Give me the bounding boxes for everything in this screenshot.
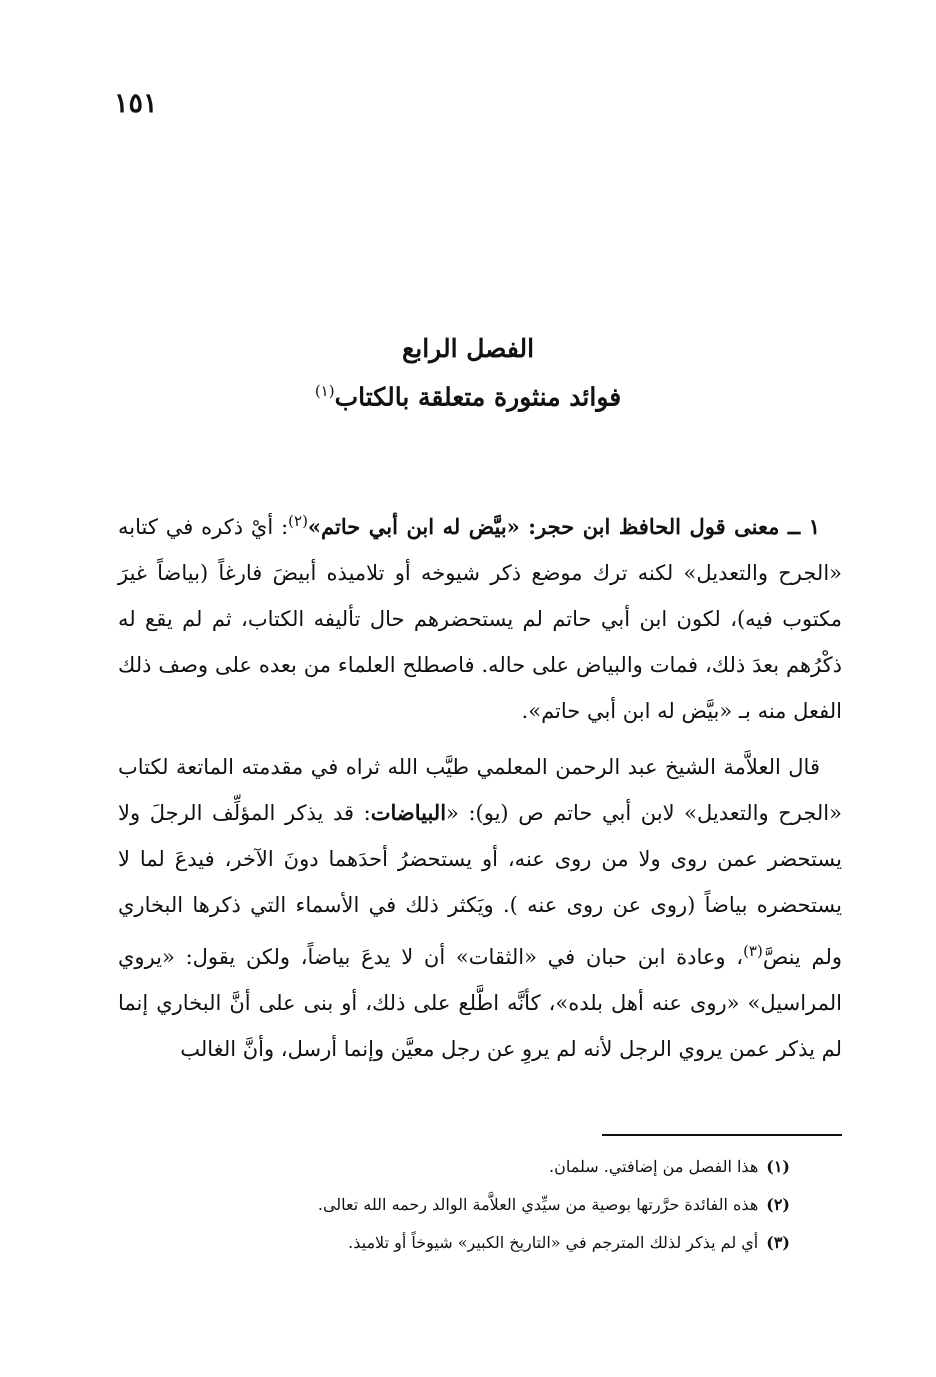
footnote <box>118 1186 790 1224</box>
footnotes <box>118 1148 790 1262</box>
chapter-subtitle <box>0 382 936 411</box>
quote-term: البياضات <box>370 800 447 825</box>
footnote-ref: (٣) <box>743 942 763 960</box>
footnote-text: هذه الفائدة حرَّرتها بوصية من سيِّدي العلاَّمة الوالد رحمه الله تعالى. <box>317 1195 759 1214</box>
quote-text-1: : قد يذكر المؤلِّف الرجلَ ولا يستحضر عمن روى ولا من روى عنه، أو يستحضرُ أحدَهما دونَ الآخر، فيدعَ لما لا يستحضره بياضاً (روى عن روى عنه ). ويَكثر ذلك في الأسماء التي ذكرها البخاري ولم ينصَّ <box>118 801 842 969</box>
footnote-ref: (١) <box>314 382 335 400</box>
chapter-subtitle-text: فوائد منثورة متعلقة بالكتاب <box>334 382 622 412</box>
chapter-title: الفصل الرابع <box>401 334 535 363</box>
footnote-divider <box>602 1134 842 1136</box>
footnote <box>118 1224 790 1262</box>
footnote-ref: (٢) <box>288 512 308 530</box>
quote-text-2: ، وعادة ابن حبان في «الثقات» أن لا يدعَ بياضاً، ولكن يقول: «يروي المراسيل» «روى عنه أهل بلده»، كأنَّه اطَّلع على ذلك، أو بنى على أنَّ البخاري إنما لم يذكر عمن يروي الرجل لأنه لم يروِ عن رجل معيَّن وإنما أرسل، وأنَّ الغالب <box>118 945 842 1061</box>
section-paragraph <box>118 498 842 734</box>
footnote-text: هذا الفصل من إضافتي. سلمان. <box>549 1157 759 1176</box>
footnote <box>118 1148 790 1186</box>
footnote-number: (٢) <box>766 1195 790 1214</box>
section-text: : أيْ ذكره في كتابه «الجرح والتعديل» لكنه ترك موضع ذكر شيوخه أو تلاميذه أبيضَ فارغاً (بياضاً غيرَ مكتوب فيه)، لكون ابن أبي حاتم لم يستحضرهم حال تأليفه الكتاب، ثم لم يقع له ذكْرُهم بعدَ ذلك، فمات والبياض على حاله. فاصطلح العلماء من بعده على وصف ذلك الفعل منه بـ «بيَّض له ابن أبي حاتم». <box>118 515 842 723</box>
footnote-text: أي لم يذكر لذلك المترجم في «التاريخ الكبير» شيوخاً أو تلاميذ. <box>348 1233 759 1252</box>
quote-intro: قال العلاَّمة الشيخ عبد الرحمن المعلمي طيَّب الله ثراه في مقدمته الماتعة لكتاب «الجرح والتعديل» لابن أبي حاتم ص (يو): « <box>118 755 842 825</box>
page-number: ١٥١ <box>114 88 158 119</box>
footnote-number: (٣) <box>766 1233 790 1252</box>
section-heading: ١ ــ معنى قول الحافظ ابن حجر: «بيَّض له ابن أبي حاتم» <box>307 514 820 539</box>
quote-paragraph <box>118 744 842 1072</box>
main-text <box>118 498 842 1072</box>
footnote-number: (١) <box>766 1157 790 1176</box>
